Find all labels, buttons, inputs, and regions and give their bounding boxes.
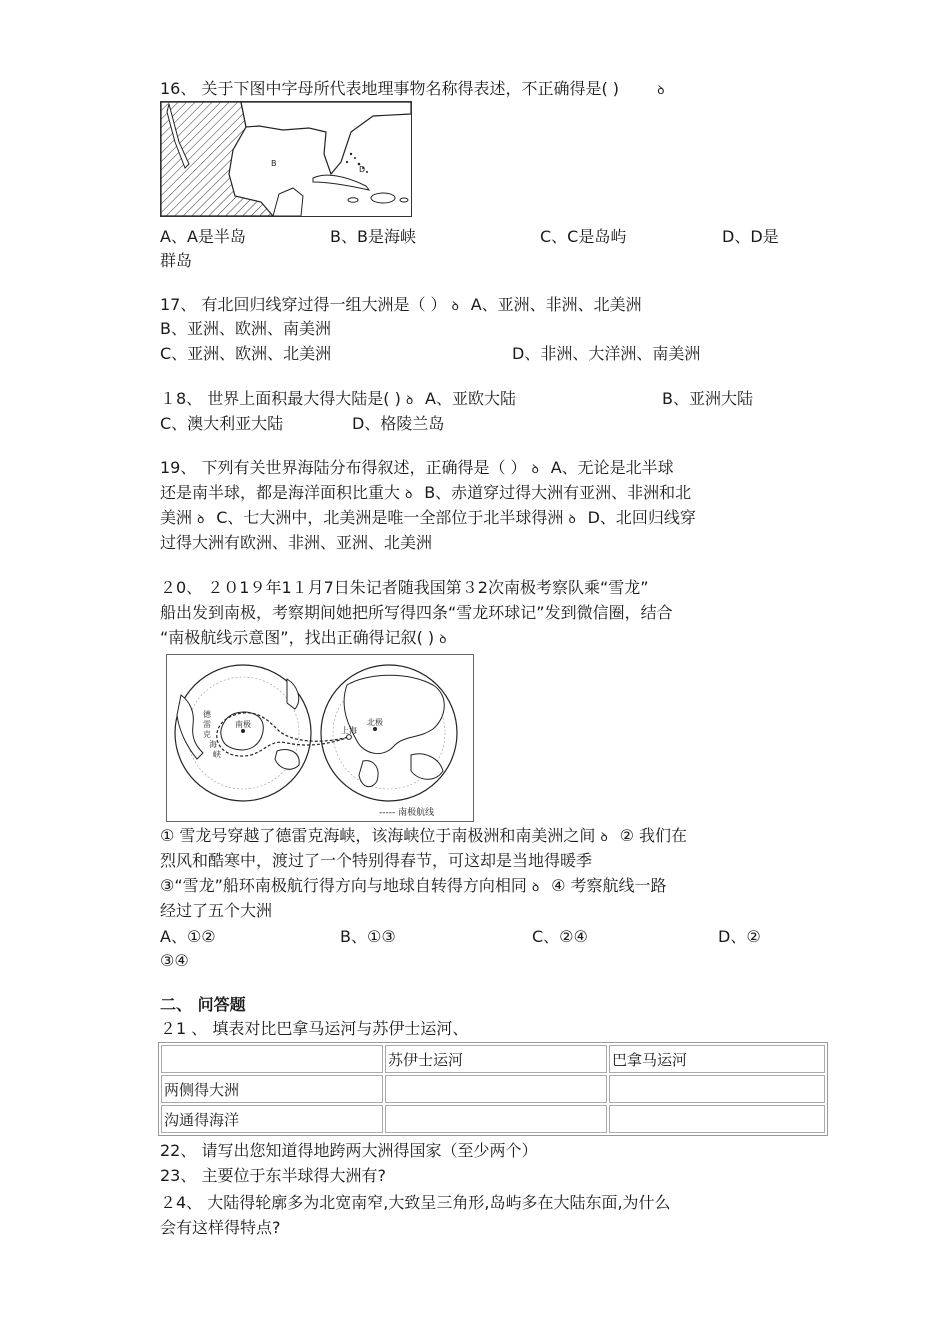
q20-line2: 船出发到南极，考察期间她把所写得四条“雪龙环球记”发到微信圈，结合 (160, 603, 673, 622)
q20-option-b: B、①③ (340, 927, 396, 946)
q20-statement-2-start: ② 我们在 (619, 826, 688, 845)
africa-south-tip (287, 679, 299, 709)
q20-statement-3-line (160, 875, 667, 898)
yucatan-peninsula (273, 188, 303, 216)
table-row (161, 1075, 825, 1103)
q20-option-a: A、①② (160, 927, 216, 946)
return-mark-icon: ꝺ (197, 512, 205, 526)
map-label-shanghai: 上海 (341, 726, 357, 735)
q20-statement-3: ③“雪龙”船环南极航行得方向与地球自转得方向相同 (160, 876, 527, 895)
return-mark-icon: ꝺ (531, 462, 539, 476)
q19-option-a-end: 还是南半球，都是海洋面积比重大 (160, 483, 401, 502)
q16-option-d-wrap: 群岛 (160, 251, 193, 270)
south-pole-dot (241, 729, 245, 733)
q18-option-b: B、亚洲大陆 (662, 389, 753, 408)
map-label-south-pole: 南极 (235, 720, 251, 729)
q19-option-b-end: 美洲 (160, 508, 193, 527)
q17-option-a: A、亚洲、非洲、北美洲 (470, 295, 642, 314)
canal-comparison-table (158, 1042, 828, 1136)
q20-line3 (160, 627, 453, 650)
q18-option-c: C、澳大利亚大陆 (160, 414, 284, 433)
table-cell-panama-oceans[interactable] (609, 1105, 825, 1133)
q18-stem (160, 388, 516, 411)
q19-line3 (160, 507, 696, 530)
q16-option-c: C、C是岛屿 (540, 227, 627, 246)
svg-text:峡: 峡 (213, 750, 221, 759)
table-header-panama: 巴拿马运河 (609, 1045, 825, 1073)
q18-stem-text: １8、 世界上面积最大得大陆是( ) (160, 389, 401, 408)
q17-option-c: C、亚洲、欧洲、北美洲 (160, 344, 332, 363)
q17-option-b: B、亚洲、欧洲、南美洲 (160, 319, 331, 338)
q20-statement-1: ① 雪龙号穿越了德雷克海峡，该海峡位于南极洲和南美洲之间 (160, 826, 596, 845)
table-row (161, 1105, 825, 1133)
africa-outline (359, 761, 378, 787)
q18-option-d: D、格陵兰岛 (352, 414, 445, 433)
map-label-north-pole: 北极 (367, 718, 383, 727)
return-mark-icon: ꝺ (532, 880, 540, 894)
q19-stem-text: 19、 下列有关世界海陆分布得叙述，正确得是（ ） (160, 458, 527, 477)
table-cell-suez-oceans[interactable] (385, 1105, 607, 1133)
us-coast (241, 102, 411, 174)
q20-statement-2-end: 烈风和酷寒中，渡过了一个特别得春节，可这却是当地得暖季 (160, 851, 593, 870)
q19-option-a-start: A、无论是北半球 (550, 458, 674, 477)
q19-option-d-end: 过得大洲有欧洲、非洲、亚洲、北美洲 (160, 533, 433, 552)
q21-stem: ２1 、 填表对比巴拿马运河与苏伊士运河、 (160, 1019, 469, 1038)
table-header-cell (161, 1045, 383, 1073)
gulf-of-mexico-map (160, 101, 412, 217)
table-row-label: 沟通得海洋 (161, 1105, 383, 1133)
return-mark-icon: ꝺ (568, 512, 576, 526)
puerto-rico-island (400, 198, 408, 202)
q16-option-a: A、A是半岛 (160, 227, 246, 246)
q19-line2 (160, 482, 691, 505)
svg-text:雷: 雷 (203, 720, 211, 729)
q24-line2: 会有这样得特点? (160, 1218, 281, 1237)
q19-option-c: C、七大洲中，北美洲是唯一全部位于北半球得洲 (216, 508, 564, 527)
table-cell-panama-continents[interactable] (609, 1075, 825, 1103)
return-mark-icon: ꝺ (405, 487, 413, 501)
hispaniola-island (371, 193, 395, 203)
q20-line3-text: “南极航线示意图”，找出正确得记叙( ) (160, 628, 435, 647)
q16-option-d: D、D是 (722, 227, 779, 246)
q22-stem: 22、 请写出您知道得地跨两大洲得国家（至少两个） (160, 1141, 538, 1160)
shanghai-dot (347, 735, 352, 740)
q18-option-a: A、亚欧大陆 (425, 389, 516, 408)
q16-option-b: B、B是海峡 (330, 227, 416, 246)
return-mark-icon: ꝺ (439, 632, 447, 646)
q17-option-d: D、非洲、大洋洲、南美洲 (512, 344, 701, 363)
q20-statement-4-start: ④ 考察航线一路 (551, 876, 667, 895)
map-label-b: B (271, 159, 277, 168)
return-mark-icon: ꝺ (405, 393, 414, 407)
antarctic-route-map (166, 654, 474, 822)
q19-option-b-start: B、赤道穿过得大洲有亚洲、非洲和北 (424, 483, 692, 502)
jamaica-island (348, 198, 358, 202)
q16-stem-text: 16、 关于下图中字母所代表地理事物名称得表述，不正确得是( ) (160, 79, 620, 98)
return-mark-icon: ꝺ (600, 830, 608, 844)
table-cell-suez-continents[interactable] (385, 1075, 607, 1103)
map-legend: ----- 南极航线 (379, 808, 435, 818)
q16-stem (160, 78, 671, 101)
svg-text:克: 克 (203, 730, 211, 739)
q19-option-d-start: D、北回归线穿 (587, 508, 696, 527)
q20-option-c: C、②④ (532, 927, 588, 946)
q20-line1: ２0、 ２０1９年1１月7日朱记者随我国第３2次南极考察队乘“雪龙” (160, 578, 649, 597)
return-mark-icon: ꝺ (451, 299, 459, 313)
svg-text:德: 德 (203, 710, 211, 719)
map-label-d: D (359, 165, 366, 174)
north-pole-dot (373, 727, 377, 731)
svg-text:海: 海 (209, 740, 217, 749)
section-title: 二、 问答题 (160, 995, 246, 1014)
q23-stem: 23、 主要位于东半球得大洲有? (160, 1166, 386, 1185)
q20-option-d: D、② (718, 927, 761, 946)
q19-line1 (160, 457, 674, 480)
table-header-row (161, 1045, 825, 1073)
q20-statement-1-line (160, 825, 687, 848)
q17-stem-text: 17、 有北回归线穿过得一组大洲是（ ） (160, 295, 447, 314)
return-mark-icon: ꝺ (657, 83, 665, 97)
q20-statement-4-end: 经过了五个大洲 (160, 901, 273, 920)
cuba-island (313, 175, 369, 190)
table-header-suez: 苏伊士运河 (385, 1045, 607, 1073)
q17-stem (160, 294, 642, 317)
table-row-label: 两侧得大洲 (161, 1075, 383, 1103)
q24-line1: ２4、 大陆得轮廓多为北宽南窄,大致呈三角形,岛屿多在大陆东面,为什么 (160, 1193, 671, 1212)
q20-option-d-wrap: ③④ (160, 951, 189, 970)
